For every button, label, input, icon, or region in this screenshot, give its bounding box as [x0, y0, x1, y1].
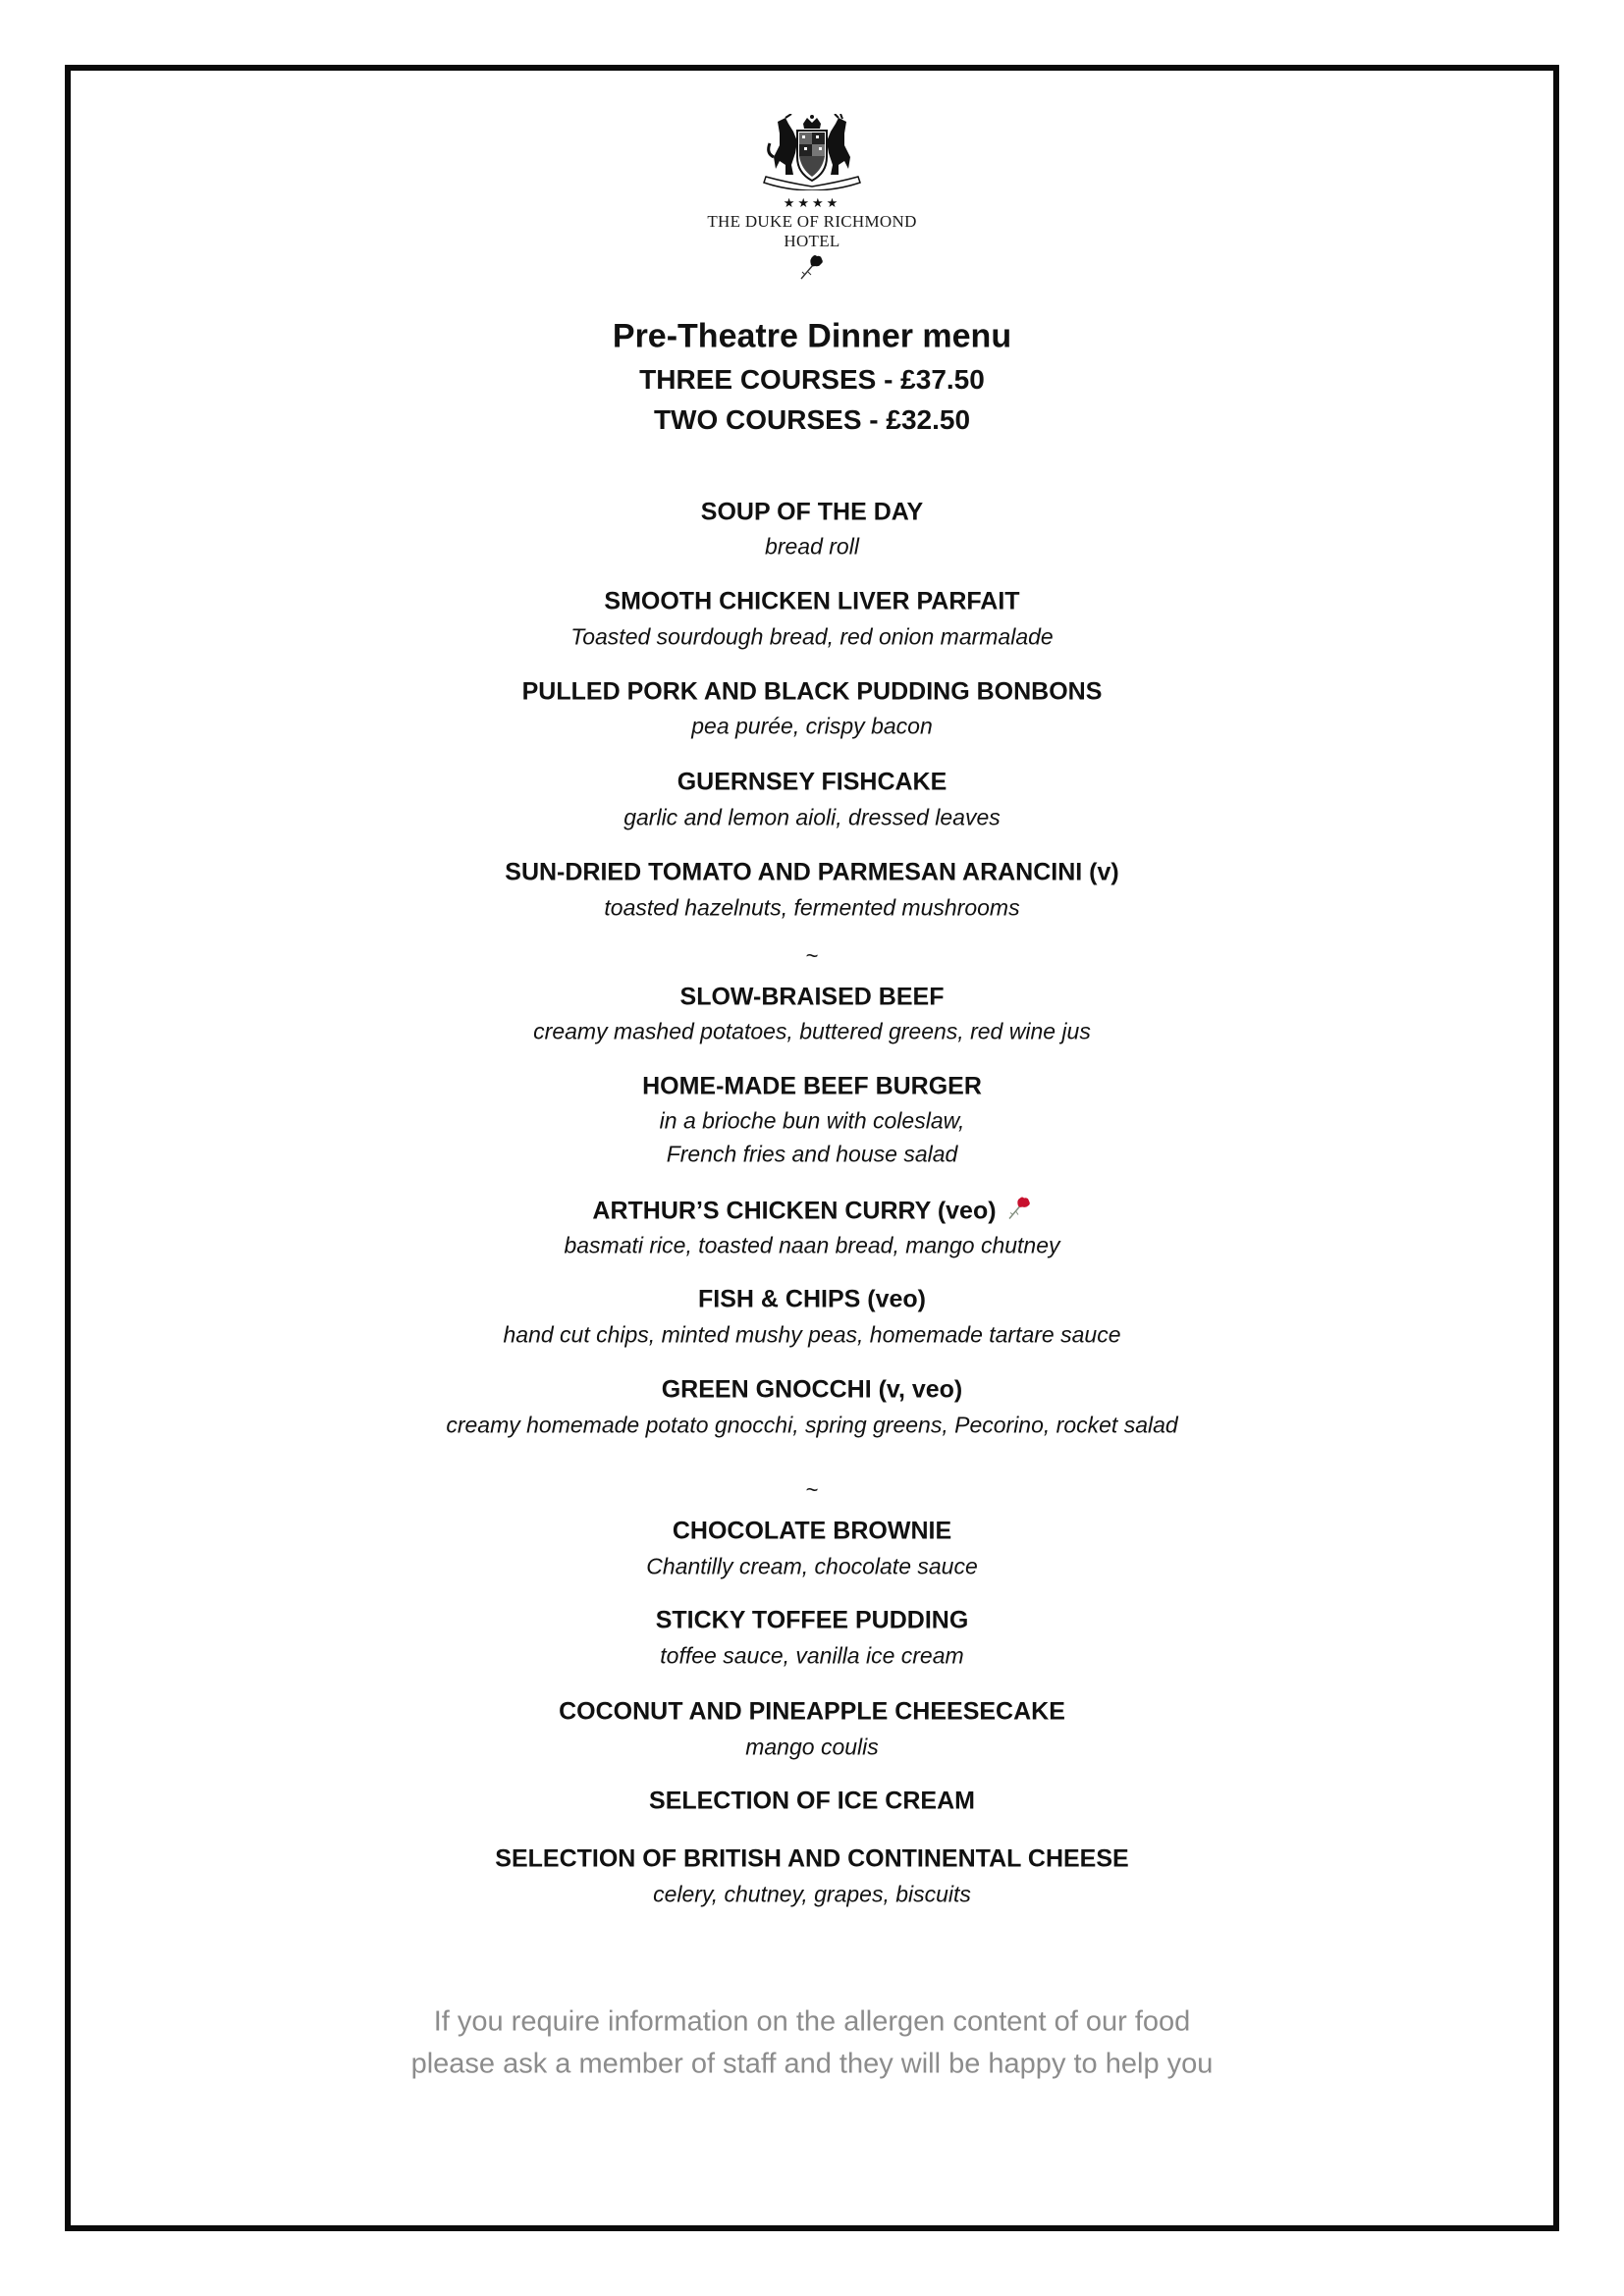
dish-description: basmati rice, toasted naan bread, mango chutney [564, 1232, 1060, 1258]
dish-name: ARTHUR’S CHICKEN CURRY (veo) [592, 1197, 997, 1225]
dish-description: French fries and house salad [666, 1141, 958, 1167]
hotel-logo [0, 114, 1624, 300]
dish-description: mango coulis [745, 1734, 879, 1760]
dish-name: GREEN GNOCCHI (v, veo) [661, 1375, 963, 1404]
coat-of-arms-icon [758, 114, 866, 190]
course-separator: ~ [805, 943, 819, 968]
dish-description: creamy homemade potato gnocchi, spring greens, Pecorino, rocket salad [446, 1412, 1178, 1438]
price-three-courses: THREE COURSES - £37.50 [639, 364, 985, 395]
dish-name: SUN-DRIED TOMATO AND PARMESAN ARANCINI (v) [505, 858, 1119, 886]
dish-description: creamy mashed potatoes, buttered greens, red wine jus [533, 1018, 1091, 1044]
hotel-name-line2: HOTEL [784, 232, 840, 250]
dish-description: garlic and lemon aioli, dressed leaves [623, 804, 1001, 830]
menu-title: Pre-Theatre Dinner menu [612, 317, 1012, 355]
course-separator: ~ [805, 1477, 819, 1502]
dish-name: GUERNSEY FISHCAKE [677, 768, 947, 796]
dish-description: pea purée, crispy bacon [691, 713, 933, 739]
carnation-icon [1006, 1196, 1032, 1221]
dish-name: HOME-MADE BEEF BURGER [642, 1072, 982, 1100]
dish-name: STICKY TOFFEE PUDDING [655, 1606, 969, 1634]
dish-description: Toasted sourdough bread, red onion marmalade [570, 623, 1054, 650]
dish-name: FISH & CHIPS (veo) [698, 1285, 926, 1313]
star-rating: ★★★★ [783, 196, 841, 211]
allergen-notice-line2: please ask a member of staff and they will be happy to help you [410, 2048, 1214, 2080]
dish-name: SMOOTH CHICKEN LIVER PARFAIT [604, 587, 1020, 615]
dish-description: bread roll [765, 533, 859, 560]
dish-description: Chantilly cream, chocolate sauce [646, 1553, 978, 1579]
dish-description: toasted hazelnuts, fermented mushrooms [604, 894, 1020, 921]
dish-description: toffee sauce, vanilla ice cream [660, 1642, 964, 1669]
dish-name: SLOW-BRAISED BEEF [679, 983, 945, 1011]
dish-name: SELECTION OF BRITISH AND CONTINENTAL CHEESE [495, 1844, 1129, 1873]
price-two-courses: TWO COURSES - £32.50 [653, 404, 971, 435]
dish-description: celery, chutney, grapes, biscuits [653, 1881, 971, 1907]
allergen-notice-line1: If you require information on the allergen content of our food [433, 2005, 1191, 2038]
dish-name: COCONUT AND PINEAPPLE CHEESECAKE [559, 1697, 1065, 1726]
dish-name: PULLED PORK AND BLACK PUDDING BONBONS [521, 677, 1103, 706]
dish-signature-row [0, 1196, 1624, 1226]
dish-name: SOUP OF THE DAY [700, 498, 924, 526]
dish-name: SELECTION OF ICE CREAM [649, 1787, 975, 1815]
dish-name: CHOCOLATE BROWNIE [672, 1517, 952, 1545]
carnation-icon [799, 253, 825, 281]
dish-description: hand cut chips, minted mushy peas, homemade tartare sauce [503, 1321, 1121, 1348]
hotel-name: THE DUKE OF RICHMOND [707, 212, 917, 231]
dish-description: in a brioche bun with coleslaw, [659, 1107, 965, 1134]
